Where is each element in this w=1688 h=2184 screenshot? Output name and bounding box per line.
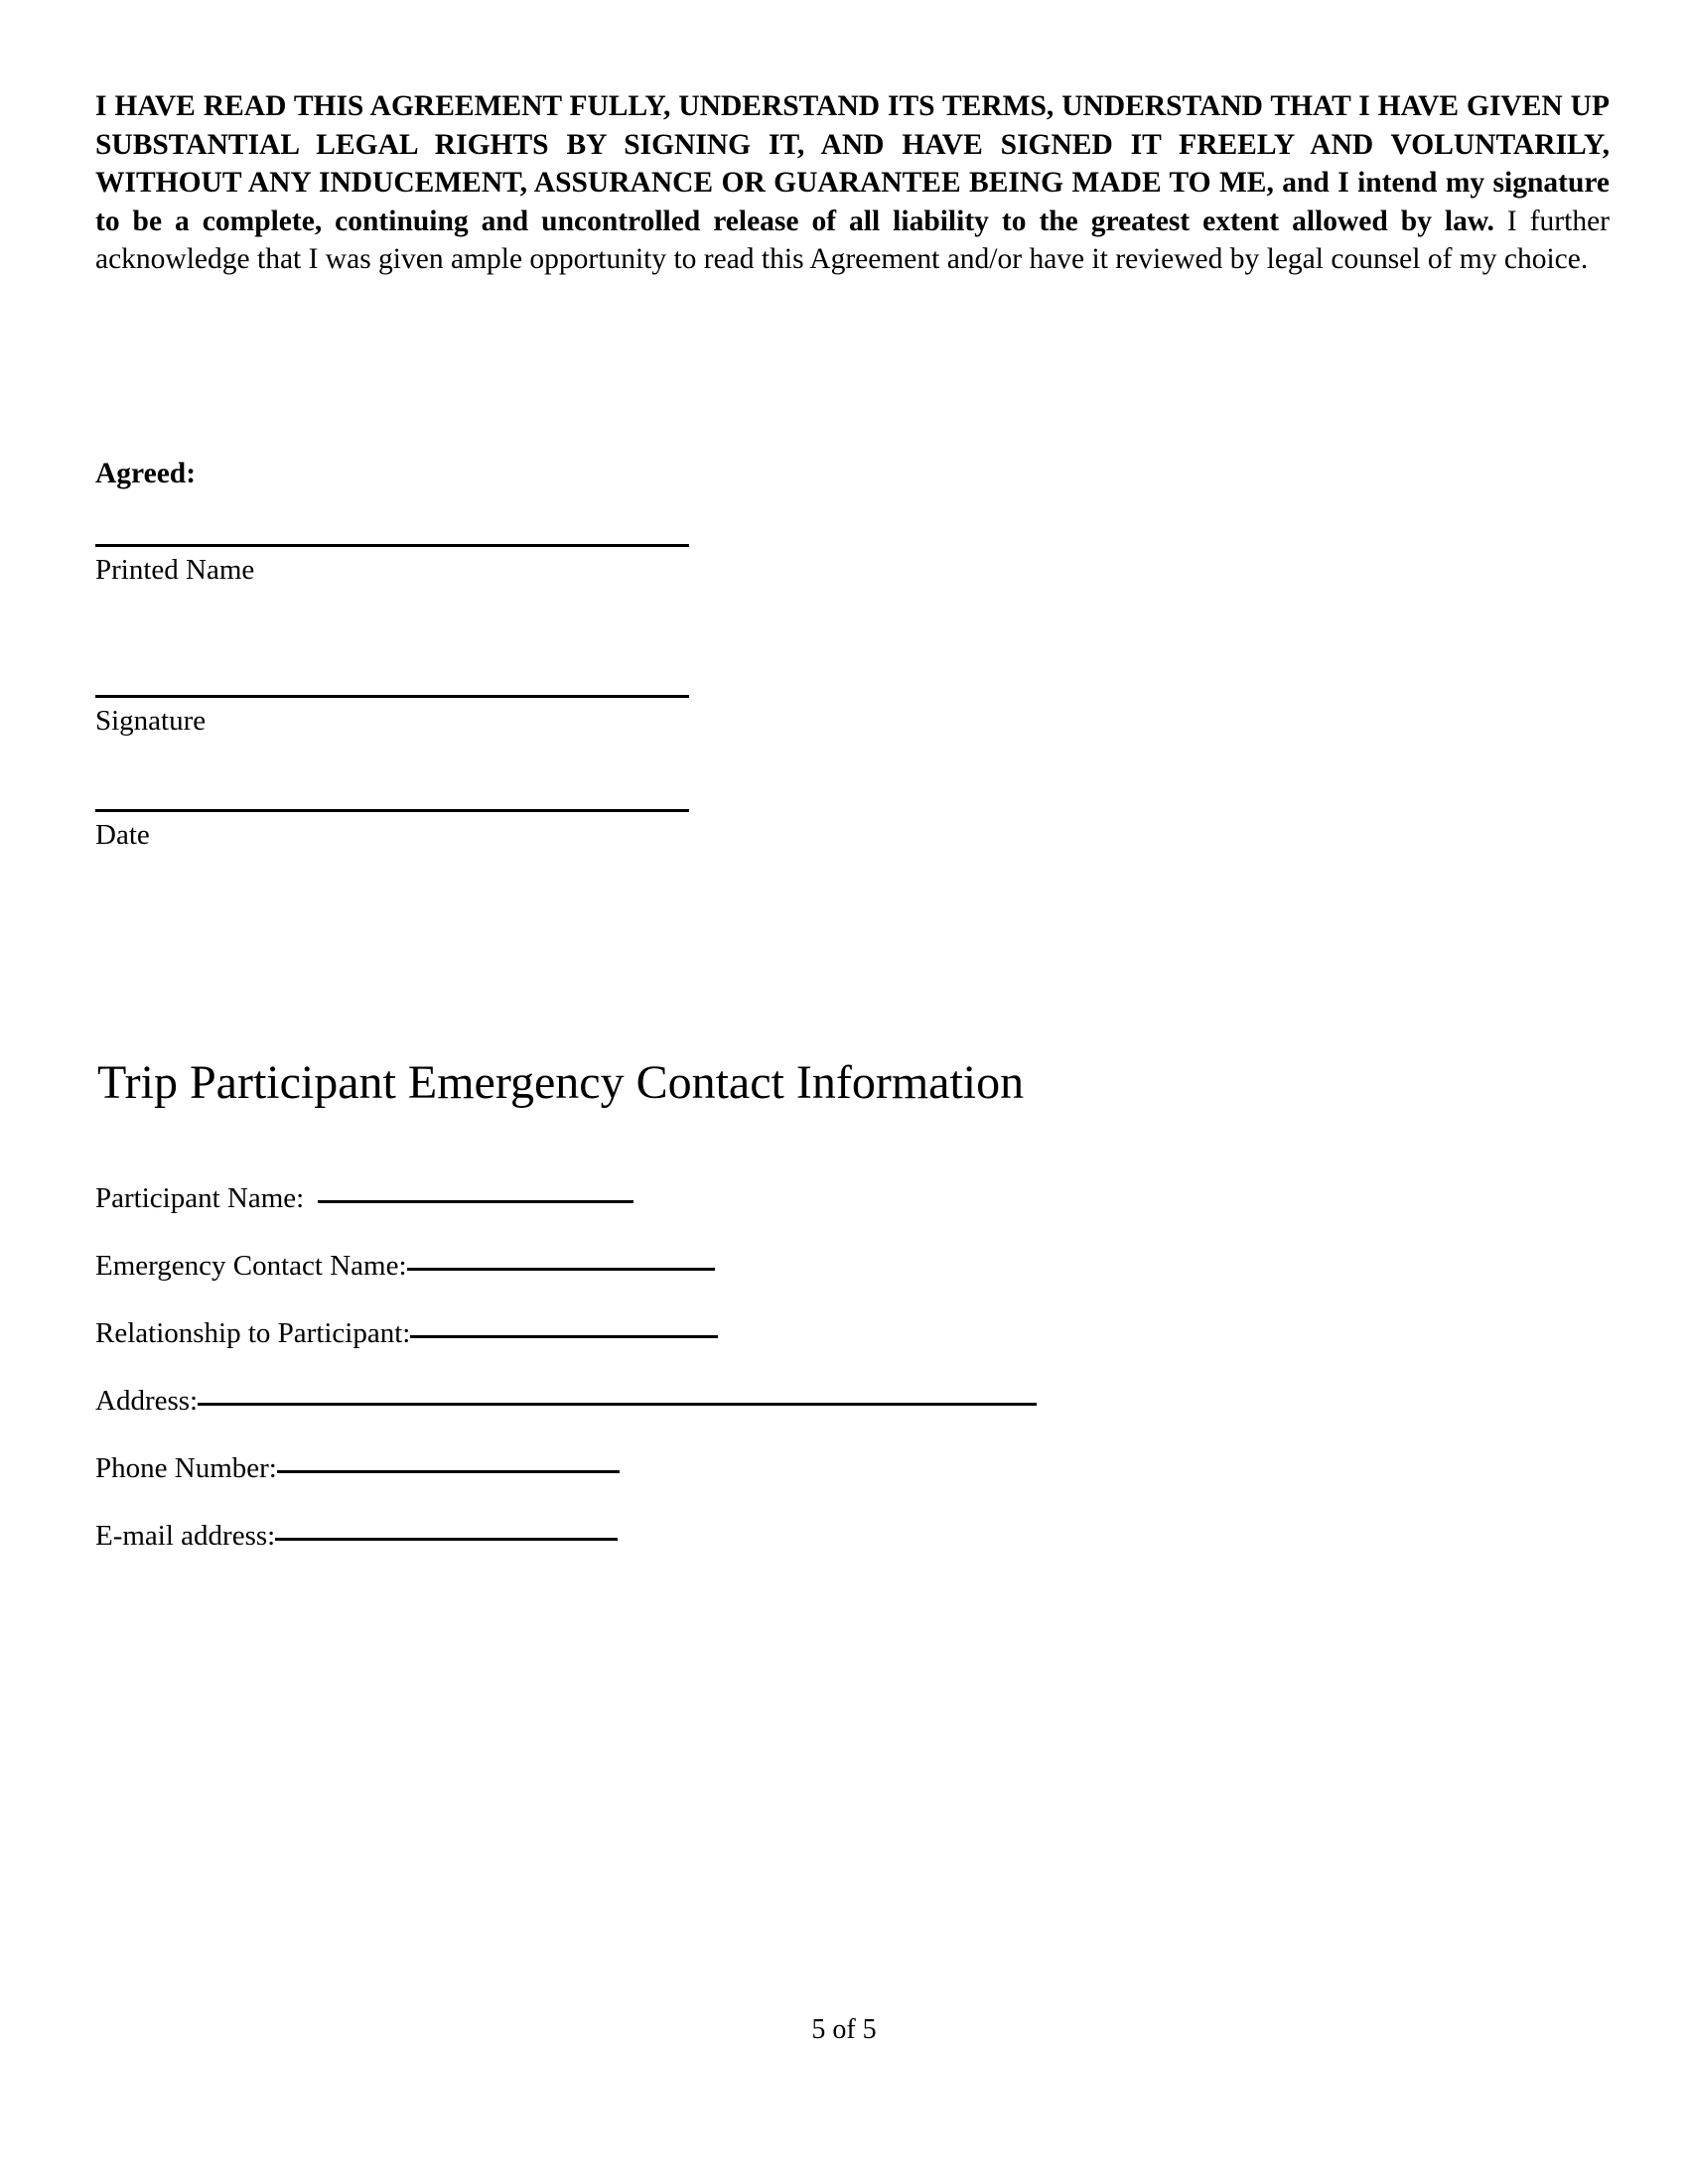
date-rule[interactable] <box>95 809 689 812</box>
form-row-email-address <box>95 1519 1515 1586</box>
printed-name-rule[interactable] <box>95 544 689 547</box>
address-input[interactable] <box>198 1403 1037 1406</box>
form-row-phone-number <box>95 1451 1515 1519</box>
form-row-relationship <box>95 1316 1515 1384</box>
emergency-contact-form <box>95 1181 1515 1586</box>
signature-caption: Signature <box>95 705 207 737</box>
date-caption: Date <box>95 819 150 851</box>
signature-field-signature <box>95 695 689 738</box>
emergency-contact-name-label: Emergency Contact Name: <box>95 1250 407 1282</box>
signature-rule[interactable] <box>95 695 689 698</box>
acknowledgement-release-clause: and I intend my signature to be a complete, continuing and uncontrolled release of all liability to the greatest extent allowed by law. <box>95 167 1611 237</box>
relationship-label: Relationship to Participant: <box>95 1317 411 1349</box>
phone-number-input[interactable] <box>277 1470 620 1473</box>
document-content <box>95 87 1615 279</box>
agreed-label: Agreed: <box>95 458 197 489</box>
emergency-contact-heading: Trip Participant Emergency Contact Information <box>97 1056 1025 1109</box>
participant-name-label: Participant Name: <box>95 1182 305 1214</box>
email-address-input[interactable] <box>275 1538 618 1541</box>
form-row-address <box>95 1384 1515 1451</box>
relationship-input[interactable] <box>410 1335 718 1338</box>
participant-name-input[interactable] <box>318 1200 633 1203</box>
emergency-contact-name-input[interactable] <box>407 1268 715 1271</box>
phone-number-label: Phone Number: <box>95 1452 277 1484</box>
page-number-footer: 5 of 5 <box>811 2014 877 2045</box>
signature-field-date <box>95 809 689 852</box>
email-address-label: E-mail address: <box>95 1520 276 1552</box>
signature-field-printed-name <box>95 544 689 587</box>
address-label: Address: <box>95 1385 199 1417</box>
acknowledgement-caps-clause: I HAVE READ THIS AGREEMENT FULLY, UNDERSTAND ITS TERMS, UNDERSTAND THAT I HAVE GIVEN UP SUBSTANTIAL LEGAL RIGHTS BY SIGNING IT, AND HAVE SIGNED IT FREELY AND VOLUNTARILY, WITHOUT ANY INDUCEMENT, ASSURANCE OR GUARANTEE BEING MADE TO ME, <box>95 90 1610 199</box>
form-row-participant-name <box>95 1181 1515 1249</box>
acknowledgement-paragraph <box>95 87 1610 279</box>
printed-name-caption: Printed Name <box>95 554 255 586</box>
acknowledgement-closing-clause: I further acknowledge that I was given ample opportunity to read this Agreement and/or have it reviewed by legal counsel of my choice. <box>95 205 1610 275</box>
form-row-emergency-contact-name <box>95 1249 1515 1316</box>
